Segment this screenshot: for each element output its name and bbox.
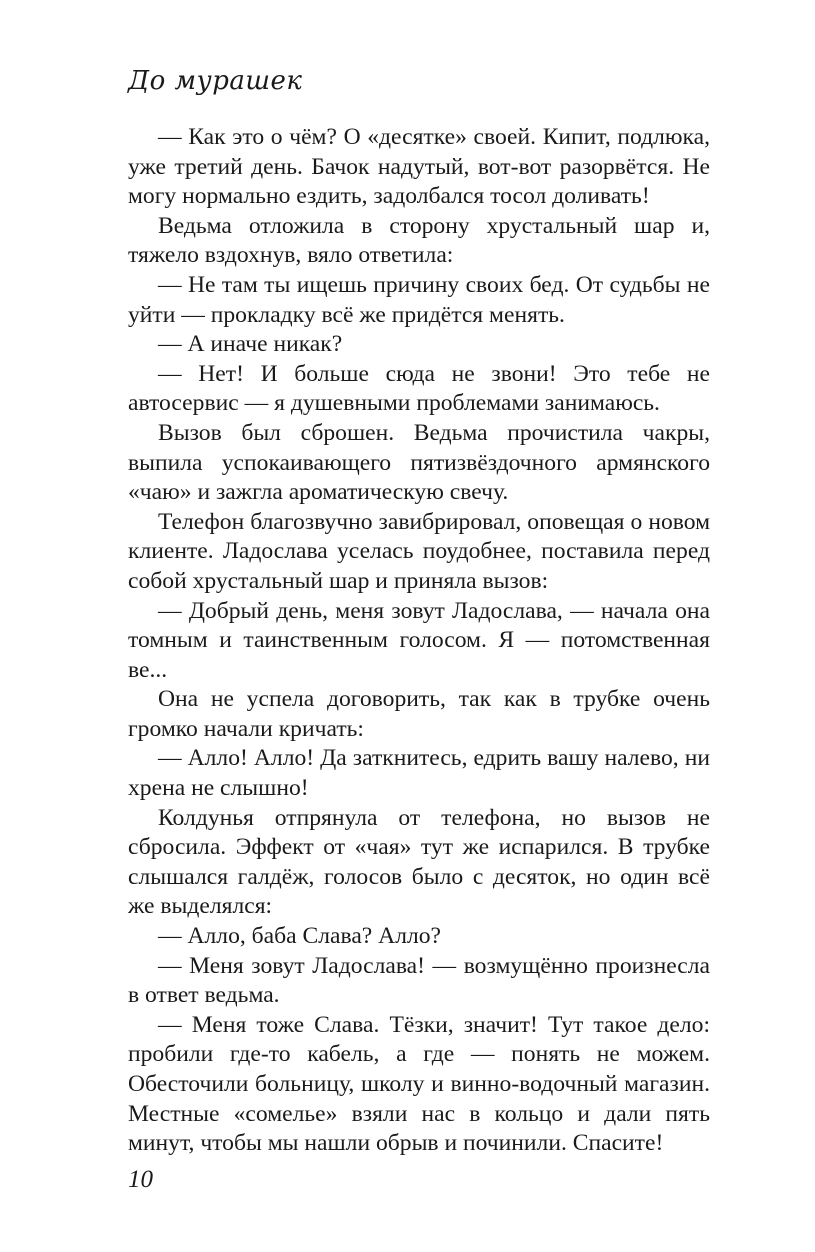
paragraph: Колдунья отпрянула от телефона, но вызов не сбросила. Эффект от «чая» тут же испарился. В трубке слышался галдёж, голосов было с десяток, но один всё же выделялся: — [128, 804, 710, 920]
running-header: До мурашек — [128, 66, 303, 96]
paragraph: — Не там ты ищешь причину своих бед. От судьбы не уйти — прокладку всё же придётся менять. — [128, 271, 710, 328]
paragraph: Она не успела договорить, так как в трубке очень громко начали кричать: — [128, 686, 710, 742]
paragraph: — А иначе никак? — [158, 331, 343, 358]
paragraph: — Алло, баба Слава? Алло? — [158, 923, 442, 950]
paragraph: — Как это о чём? О «десятке» своей. Кипит, подлюка, уже третий день. Бачок надутый, вот-вот разорвётся. Не могу нормально ездить, задолбался тосол доливать! — [128, 124, 710, 210]
paragraph: Вызов был сброшен. Ведьма прочистила чакры, выпила успокаивающего пятизвёздочного армянского «чаю» и зажгла ароматическую свечу. — [128, 419, 710, 506]
body-text — [128, 123, 710, 1159]
paragraph: — Меня зовут Ладослава! — возмущённо произнесла в ответ ведьма. — [128, 952, 710, 1009]
paragraph: — Алло! Алло! Да заткнитесь, едрить вашу налево, ни хрена не слышно! — [128, 745, 710, 802]
paragraph: — Добрый день, меня зовут Ладослава, — начала она томным и таинственным голосом. Я — потомственная ве... — [128, 597, 710, 683]
paragraph: Ведьма отложила в сторону хрустальный шар и, тяжело вздохнув, вяло ответила: — [128, 212, 710, 269]
paragraph: Телефон благозвучно завибрировал, оповещая о новом клиенте. Ладослава уселась поудобнее, поставила перед собой хрустальный шар и приняла вызов: — [128, 508, 710, 594]
paragraph: — Нет! И больше сюда не звони! Это тебе не автосервис — я душевными проблемами занимаюсь. — [128, 360, 710, 417]
page-number: 10 — [128, 1166, 153, 1193]
paragraph: — Меня тоже Слава. Тёзки, значит! Тут такое дело: пробили где-то кабель, а где — понять не можем. Обесточили больницу, школу и винно-водочный магазин. Местные «сомелье» взяли нас в кольцо и дали пять минут, чтобы мы нашли обрыв и починили. Спасите! — [128, 1011, 710, 1157]
